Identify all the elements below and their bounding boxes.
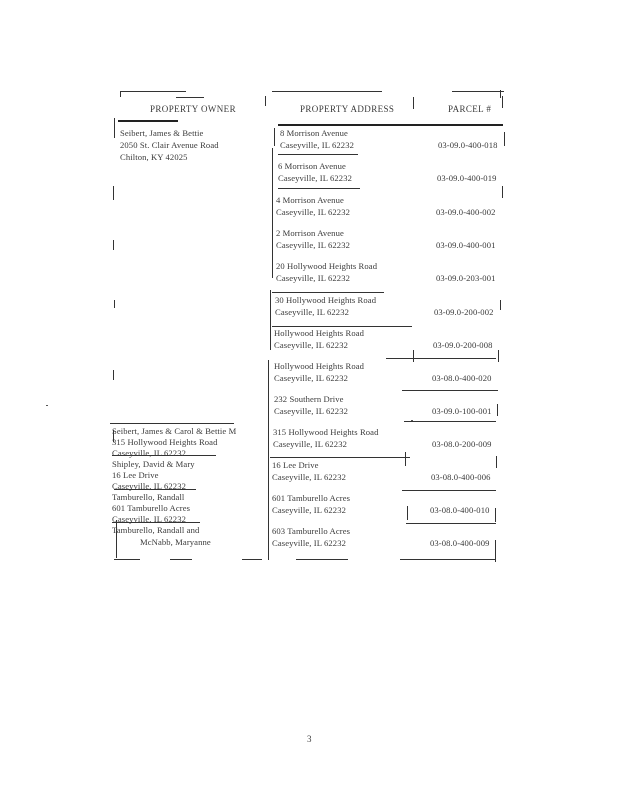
address-line: Hollywood Heights Road [274,328,365,338]
parcel-number: 03-09.0-200-008 [433,340,493,350]
rule [405,452,406,466]
rule [495,508,496,522]
rule [502,186,503,198]
owner-line: Tamburello, Randall and [112,525,200,535]
owner-line: Caseyville, IL 62232 [112,448,186,458]
address-line: 30 Hollywood Heights Road [275,295,377,305]
address-line: 603 Tamburello Acres [272,526,351,536]
rule [504,132,505,146]
parcel-number: 03-09.0-400-002 [436,207,496,217]
address-line: Caseyville, IL 62232 [280,140,354,150]
address-line: Caseyville, IL 62232 [274,340,348,350]
rule [113,240,114,250]
header-property-owner: PROPERTY OWNER [150,104,236,114]
header-property-address: PROPERTY ADDRESS [300,104,395,114]
owner-line: 16 Lee Drive [112,470,159,480]
rule [386,358,496,359]
address-line: Caseyville, IL 62232 [276,207,350,217]
rule [176,97,204,98]
scan-speck [411,420,413,421]
rule [400,559,496,560]
address-line: Caseyville, IL 62232 [272,538,346,548]
address-line: Caseyville, IL 62232 [276,240,350,250]
rule [497,404,498,416]
address-line: Caseyville, IL 62232 [274,373,348,383]
address-line: Caseyville, IL 62232 [274,406,348,416]
rule [278,188,360,189]
parcel-number: 03-08.0-400-009 [430,538,490,548]
owner-line: Seibert, James & Carol & Bettie M [112,426,237,436]
address-line: 315 Hollywood Heights Road [273,427,379,437]
rule [265,96,266,106]
rule [407,506,408,520]
owner-line: Shipley, David & Mary [112,459,195,469]
rule [272,148,273,278]
rule [452,91,504,92]
address-line: Caseyville, IL 62232 [272,505,346,515]
parcel-number: 03-09.0-400-001 [436,240,496,250]
address-line: 4 Morrison Avenue [276,195,344,205]
owner-line: 601 Tamburello Acres [112,503,191,513]
owner-line: 2050 St. Clair Avenue Road [120,140,219,150]
rule [120,91,186,92]
rule [114,559,140,560]
address-line: Caseyville, IL 62232 [276,273,350,283]
owner-line: Seibert, James & Bettie [120,128,204,138]
rule [278,154,358,155]
address-line: 232 Southern Drive [274,394,344,404]
address-line: Hollywood Heights Road [274,361,365,371]
address-line: 601 Tamburello Acres [272,493,351,503]
address-line: 6 Morrison Avenue [278,161,346,171]
rule [406,523,496,524]
rule [270,290,271,350]
address-line: 8 Morrison Avenue [280,128,348,138]
rule [110,423,234,424]
rule [272,326,412,327]
rule [272,292,384,293]
owner-line: Caseyville, IL 62232 [112,514,186,524]
rule [496,456,497,468]
rule [413,97,414,109]
rule [274,128,275,146]
rule [270,457,410,458]
rule [500,300,501,310]
address-line: Caseyville, IL 62232 [275,307,349,317]
rule [296,559,348,560]
rule [113,186,114,200]
parcel-number: 03-08.0-400-006 [431,472,491,482]
owner-line: Chilton, KY 42025 [120,152,188,162]
rule [170,559,192,560]
owner-line: Tamburello, Randall [112,492,185,502]
parcel-number: 03-09.0-400-019 [437,173,497,183]
page-number: 3 [307,734,312,744]
scan-speck [46,405,48,406]
rule [242,559,262,560]
owner-line: 315 Hollywood Heights Road [112,437,218,447]
parcel-number: 03-09.0-203-001 [436,273,496,283]
parcel-number: 03-09.0-400-018 [438,140,498,150]
address-line: Caseyville, IL 62232 [273,439,347,449]
address-line: Caseyville, IL 62232 [278,173,352,183]
parcel-number: 03-09.0-200-002 [434,307,494,317]
rule [500,90,501,98]
parcel-number: 03-08.0-200-009 [432,439,492,449]
address-line: 2 Morrison Avenue [276,228,344,238]
rule [402,390,498,391]
parcel-number: 03-08.0-400-020 [432,373,492,383]
rule [413,350,414,362]
owner-line: Caseyville, IL 62232 [112,481,186,491]
parcel-number: 03-09.0-100-001 [432,406,492,416]
rule [113,370,114,380]
address-line: 20 Hollywood Heights Road [276,261,378,271]
rule [498,350,499,362]
rule [120,91,121,97]
rule [502,96,503,108]
rule [278,124,503,126]
address-line: Caseyville, IL 62232 [272,472,346,482]
rule [118,120,178,122]
address-line: 16 Lee Drive [272,460,319,470]
owner-line: McNabb, Maryanne [140,537,211,547]
rule [402,490,496,491]
rule [272,91,382,92]
rule [268,360,269,560]
header-parcel: PARCEL # [448,104,492,114]
parcel-number: 03-08.0-400-010 [430,505,490,515]
rule [114,118,115,138]
rule [114,300,115,308]
rule [404,421,496,422]
